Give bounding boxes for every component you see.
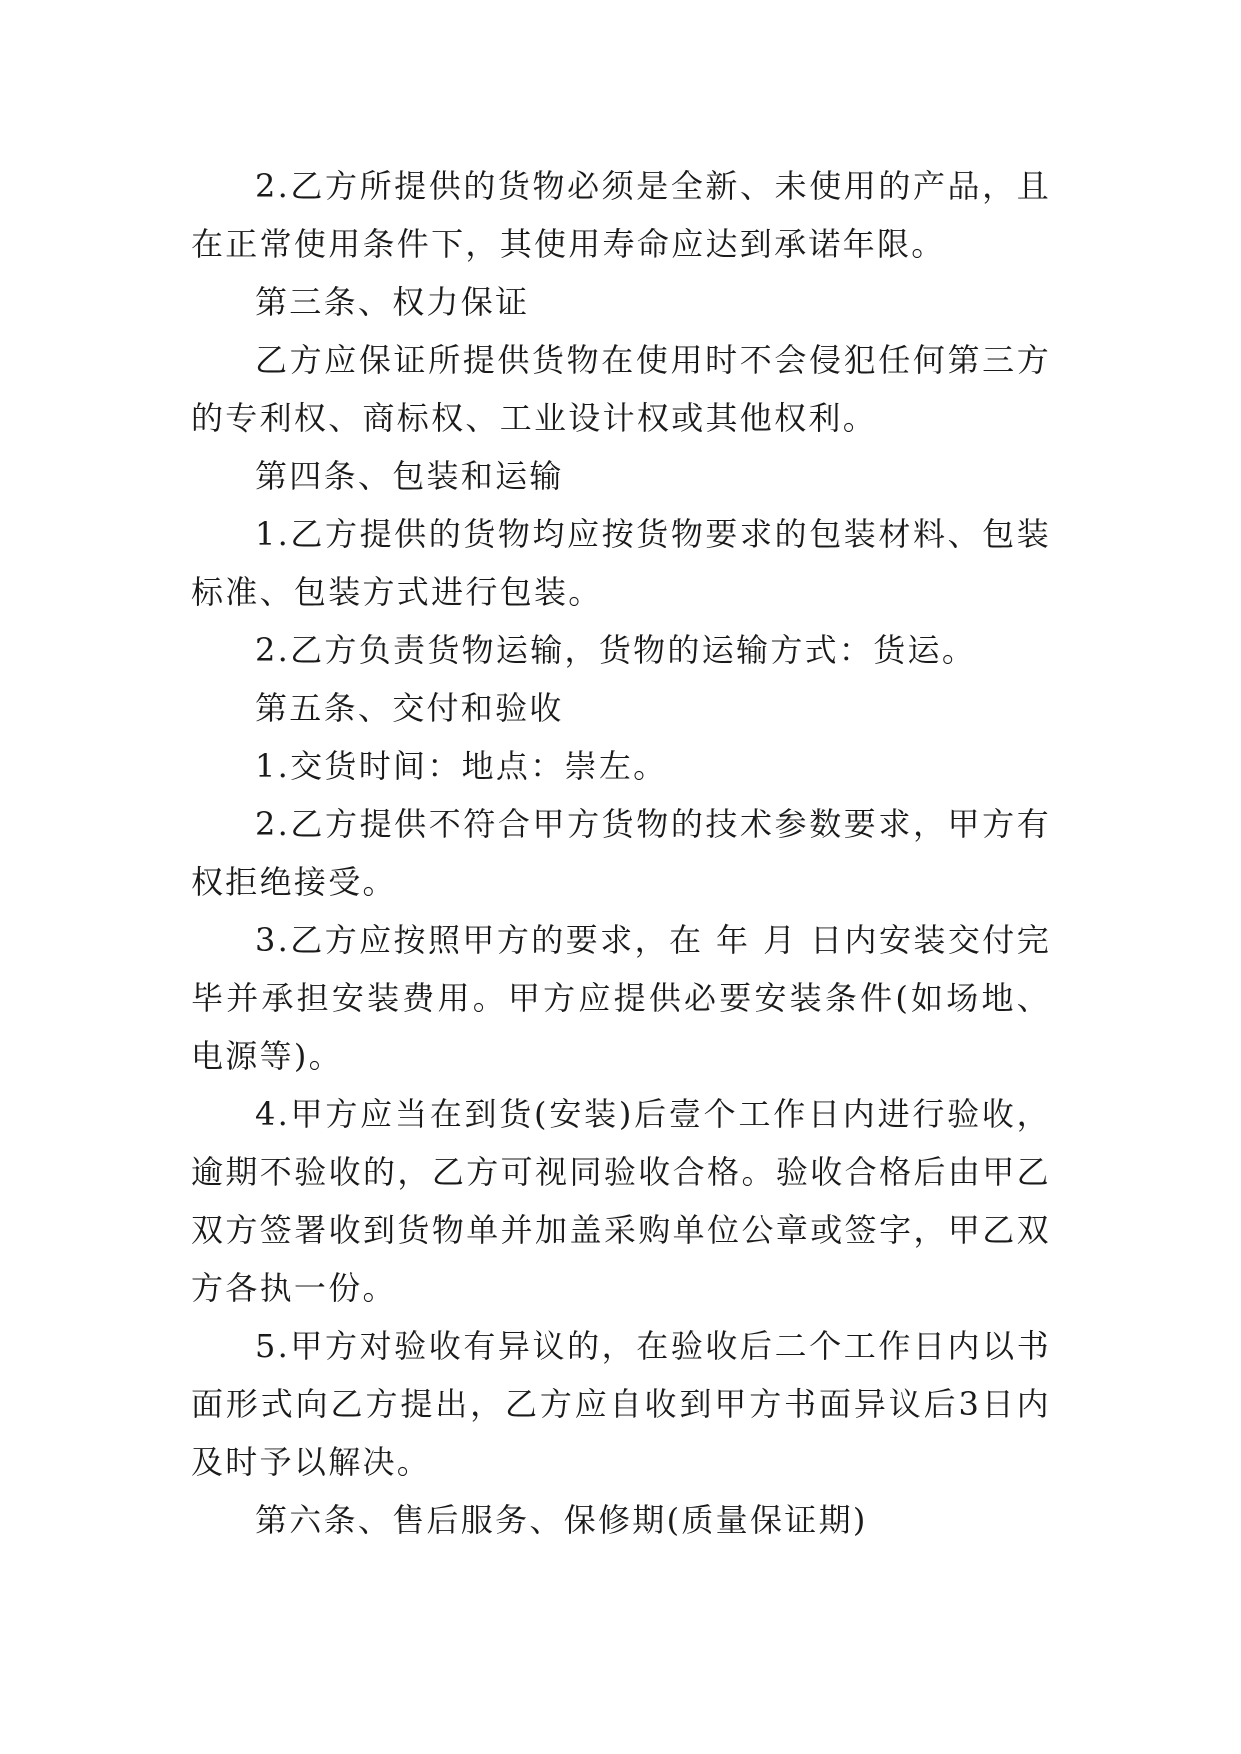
- paragraph-rights-guarantee: 乙方应保证所提供货物在使用时不会侵犯任何第三方的专利权、商标权、工业设计权或其他权利。: [191, 341, 1051, 437]
- paragraph-objection: 5.甲方对验收有异议的，在验收后二个工作日内以书面形式向乙方提出，乙方应自收到甲方书面异议后3日内及时予以解决。: [191, 1327, 1051, 1481]
- paragraph-reject-right: 2.乙方提供不符合甲方货物的技术参数要求，甲方有权拒绝接受。: [191, 805, 1051, 901]
- paragraph-delivery-time: 1.交货时间：地点：崇左。: [255, 747, 668, 785]
- heading-article-5: 第五条、交付和验收: [255, 689, 564, 727]
- heading-article-3: 第三条、权力保证: [255, 283, 530, 321]
- paragraph-transport: 2.乙方负责货物运输，货物的运输方式：货运。: [255, 631, 977, 669]
- paragraph-installation: 3.乙方应按照甲方的要求，在 年 月 日内安装交付完毕并承担安装费用。甲方应提供必要安装条件(如场地、电源等)。: [191, 921, 1051, 1075]
- contract-body: [191, 157, 1051, 1549]
- paragraph-acceptance: 4.甲方应当在到货(安装)后壹个工作日内进行验收，逾期不验收的，乙方可视同验收合格。验收合格后由甲乙双方签署收到货物单并加盖采购单位公章或签字，甲乙双方各执一份。: [191, 1095, 1051, 1307]
- paragraph-packaging: 1.乙方提供的货物均应按货物要求的包装材料、包装标准、包装方式进行包装。: [191, 515, 1051, 611]
- heading-article-6: 第六条、售后服务、保修期(质量保证期): [255, 1501, 868, 1539]
- paragraph-goods-new: 2.乙方所提供的货物必须是全新、未使用的产品，且在正常使用条件下，其使用寿命应达到承诺年限。: [191, 167, 1051, 263]
- heading-article-4: 第四条、包装和运输: [255, 457, 564, 495]
